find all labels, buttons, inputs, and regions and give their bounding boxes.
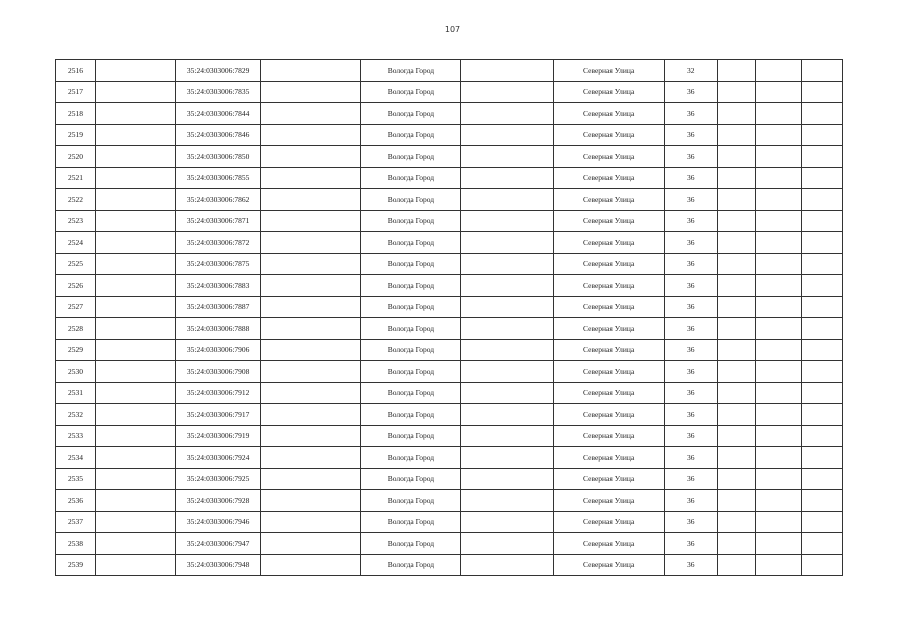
row-number-cell: 2536 <box>56 490 96 512</box>
empty-cell <box>261 81 361 103</box>
empty-cell <box>801 60 842 82</box>
empty-cell <box>717 189 755 211</box>
city-cell: Вологда Город <box>361 490 461 512</box>
empty-cell <box>96 210 176 232</box>
house-number-cell: 36 <box>664 81 717 103</box>
empty-cell <box>261 490 361 512</box>
row-number-cell: 2517 <box>56 81 96 103</box>
cadastral-number-cell: 35:24:0303006:7917 <box>176 404 261 426</box>
cadastral-number-cell: 35:24:0303006:7871 <box>176 210 261 232</box>
empty-cell <box>717 404 755 426</box>
cadastral-number-cell: 35:24:0303006:7846 <box>176 124 261 146</box>
row-number-cell: 2521 <box>56 167 96 189</box>
row-number-cell: 2520 <box>56 146 96 168</box>
street-cell: Северная Улица <box>553 232 664 254</box>
empty-cell <box>261 189 361 211</box>
city-cell: Вологда Город <box>361 382 461 404</box>
cadastral-number-cell: 35:24:0303006:7855 <box>176 167 261 189</box>
table-row <box>56 425 843 447</box>
empty-cell <box>801 124 842 146</box>
house-number-cell: 36 <box>664 275 717 297</box>
empty-cell <box>755 447 801 469</box>
empty-cell <box>461 210 553 232</box>
empty-cell <box>801 210 842 232</box>
house-number-cell: 36 <box>664 382 717 404</box>
table-row <box>56 124 843 146</box>
empty-cell <box>461 554 553 576</box>
empty-cell <box>801 253 842 275</box>
empty-cell <box>801 146 842 168</box>
empty-cell <box>801 232 842 254</box>
table-row <box>56 60 843 82</box>
empty-cell <box>461 296 553 318</box>
empty-cell <box>801 81 842 103</box>
table-row <box>56 490 843 512</box>
cadastral-number-cell: 35:24:0303006:7908 <box>176 361 261 383</box>
empty-cell <box>96 146 176 168</box>
empty-cell <box>96 103 176 125</box>
city-cell: Вологда Город <box>361 425 461 447</box>
row-number-cell: 2539 <box>56 554 96 576</box>
cadastral-number-cell: 35:24:0303006:7887 <box>176 296 261 318</box>
empty-cell <box>801 275 842 297</box>
empty-cell <box>261 468 361 490</box>
street-cell: Северная Улица <box>553 382 664 404</box>
empty-cell <box>461 146 553 168</box>
empty-cell <box>261 103 361 125</box>
empty-cell <box>755 146 801 168</box>
city-cell: Вологда Город <box>361 296 461 318</box>
city-cell: Вологда Город <box>361 60 461 82</box>
empty-cell <box>717 339 755 361</box>
cadastral-number-cell: 35:24:0303006:7844 <box>176 103 261 125</box>
house-number-cell: 36 <box>664 296 717 318</box>
empty-cell <box>755 490 801 512</box>
street-cell: Северная Улица <box>553 189 664 211</box>
empty-cell <box>755 81 801 103</box>
house-number-cell: 36 <box>664 490 717 512</box>
cadastral-number-cell: 35:24:0303006:7875 <box>176 253 261 275</box>
page-number: 107 <box>444 25 461 34</box>
house-number-cell: 36 <box>664 146 717 168</box>
empty-cell <box>96 232 176 254</box>
empty-cell <box>717 468 755 490</box>
empty-cell <box>461 511 553 533</box>
empty-cell <box>261 339 361 361</box>
house-number-cell: 36 <box>664 425 717 447</box>
empty-cell <box>717 232 755 254</box>
cadastral-number-cell: 35:24:0303006:7862 <box>176 189 261 211</box>
empty-cell <box>755 382 801 404</box>
empty-cell <box>755 318 801 340</box>
empty-cell <box>717 103 755 125</box>
row-number-cell: 2530 <box>56 361 96 383</box>
empty-cell <box>801 425 842 447</box>
empty-cell <box>96 533 176 555</box>
table-row <box>56 189 843 211</box>
empty-cell <box>755 296 801 318</box>
empty-cell <box>261 533 361 555</box>
row-number-cell: 2538 <box>56 533 96 555</box>
empty-cell <box>96 490 176 512</box>
street-cell: Северная Улица <box>553 167 664 189</box>
empty-cell <box>717 490 755 512</box>
empty-cell <box>717 253 755 275</box>
row-number-cell: 2523 <box>56 210 96 232</box>
city-cell: Вологда Город <box>361 189 461 211</box>
house-number-cell: 36 <box>664 447 717 469</box>
city-cell: Вологда Город <box>361 339 461 361</box>
empty-cell <box>801 554 842 576</box>
empty-cell <box>461 468 553 490</box>
house-number-cell: 36 <box>664 210 717 232</box>
house-number-cell: 36 <box>664 361 717 383</box>
cadastral-number-cell: 35:24:0303006:7906 <box>176 339 261 361</box>
row-number-cell: 2516 <box>56 60 96 82</box>
empty-cell <box>96 361 176 383</box>
empty-cell <box>261 425 361 447</box>
street-cell: Северная Улица <box>553 404 664 426</box>
street-cell: Северная Улица <box>553 533 664 555</box>
empty-cell <box>755 425 801 447</box>
table-row <box>56 447 843 469</box>
empty-cell <box>755 275 801 297</box>
empty-cell <box>96 275 176 297</box>
row-number-cell: 2527 <box>56 296 96 318</box>
street-cell: Северная Улица <box>553 210 664 232</box>
empty-cell <box>755 103 801 125</box>
cadastral-number-cell: 35:24:0303006:7829 <box>176 60 261 82</box>
row-number-cell: 2534 <box>56 447 96 469</box>
street-cell: Северная Улица <box>553 124 664 146</box>
empty-cell <box>461 60 553 82</box>
empty-cell <box>96 167 176 189</box>
empty-cell <box>717 275 755 297</box>
table-row <box>56 167 843 189</box>
empty-cell <box>261 361 361 383</box>
empty-cell <box>96 60 176 82</box>
street-cell: Северная Улица <box>553 275 664 297</box>
table-row <box>56 554 843 576</box>
empty-cell <box>261 253 361 275</box>
city-cell: Вологда Город <box>361 404 461 426</box>
street-cell: Северная Улица <box>553 339 664 361</box>
empty-cell <box>801 361 842 383</box>
empty-cell <box>461 167 553 189</box>
row-number-cell: 2528 <box>56 318 96 340</box>
empty-cell <box>717 81 755 103</box>
empty-cell <box>461 533 553 555</box>
empty-cell <box>261 554 361 576</box>
house-number-cell: 36 <box>664 339 717 361</box>
empty-cell <box>801 189 842 211</box>
empty-cell <box>717 382 755 404</box>
empty-cell <box>801 103 842 125</box>
empty-cell <box>801 167 842 189</box>
empty-cell <box>96 318 176 340</box>
empty-cell <box>755 554 801 576</box>
empty-cell <box>461 103 553 125</box>
table-row <box>56 382 843 404</box>
row-number-cell: 2519 <box>56 124 96 146</box>
row-number-cell: 2533 <box>56 425 96 447</box>
table-row <box>56 468 843 490</box>
city-cell: Вологда Город <box>361 447 461 469</box>
cadastral-number-cell: 35:24:0303006:7850 <box>176 146 261 168</box>
street-cell: Северная Улица <box>553 81 664 103</box>
empty-cell <box>261 124 361 146</box>
empty-cell <box>717 60 755 82</box>
empty-cell <box>261 167 361 189</box>
table-row <box>56 533 843 555</box>
table-row <box>56 210 843 232</box>
empty-cell <box>96 425 176 447</box>
cadastral-number-cell: 35:24:0303006:7925 <box>176 468 261 490</box>
empty-cell <box>755 361 801 383</box>
row-number-cell: 2522 <box>56 189 96 211</box>
cadastral-number-cell: 35:24:0303006:7947 <box>176 533 261 555</box>
empty-cell <box>801 382 842 404</box>
cadastral-number-cell: 35:24:0303006:7835 <box>176 81 261 103</box>
empty-cell <box>801 447 842 469</box>
empty-cell <box>96 382 176 404</box>
street-cell: Северная Улица <box>553 296 664 318</box>
empty-cell <box>461 361 553 383</box>
street-cell: Северная Улица <box>553 554 664 576</box>
house-number-cell: 36 <box>664 511 717 533</box>
empty-cell <box>755 468 801 490</box>
empty-cell <box>261 60 361 82</box>
empty-cell <box>755 60 801 82</box>
cadastral-number-cell: 35:24:0303006:7946 <box>176 511 261 533</box>
cadastral-number-cell: 35:24:0303006:7888 <box>176 318 261 340</box>
house-number-cell: 36 <box>664 103 717 125</box>
empty-cell <box>755 404 801 426</box>
house-number-cell: 36 <box>664 554 717 576</box>
row-number-cell: 2535 <box>56 468 96 490</box>
empty-cell <box>461 189 553 211</box>
table-row <box>56 253 843 275</box>
empty-cell <box>717 361 755 383</box>
empty-cell <box>755 167 801 189</box>
street-cell: Северная Улица <box>553 447 664 469</box>
city-cell: Вологда Город <box>361 253 461 275</box>
row-number-cell: 2526 <box>56 275 96 297</box>
row-number-cell: 2529 <box>56 339 96 361</box>
street-cell: Северная Улица <box>553 425 664 447</box>
city-cell: Вологда Город <box>361 533 461 555</box>
empty-cell <box>755 339 801 361</box>
table-row <box>56 81 843 103</box>
empty-cell <box>96 189 176 211</box>
empty-cell <box>261 404 361 426</box>
house-number-cell: 36 <box>664 533 717 555</box>
empty-cell <box>461 339 553 361</box>
empty-cell <box>96 554 176 576</box>
empty-cell <box>755 533 801 555</box>
empty-cell <box>461 404 553 426</box>
street-cell: Северная Улица <box>553 468 664 490</box>
street-cell: Северная Улица <box>553 253 664 275</box>
empty-cell <box>717 167 755 189</box>
empty-cell <box>717 511 755 533</box>
empty-cell <box>261 232 361 254</box>
empty-cell <box>755 124 801 146</box>
city-cell: Вологда Город <box>361 232 461 254</box>
table-row <box>56 275 843 297</box>
empty-cell <box>261 146 361 168</box>
empty-cell <box>461 275 553 297</box>
cadastral-number-cell: 35:24:0303006:7912 <box>176 382 261 404</box>
empty-cell <box>261 296 361 318</box>
street-cell: Северная Улица <box>553 146 664 168</box>
city-cell: Вологда Город <box>361 361 461 383</box>
table-row <box>56 404 843 426</box>
row-number-cell: 2532 <box>56 404 96 426</box>
empty-cell <box>801 404 842 426</box>
house-number-cell: 36 <box>664 253 717 275</box>
empty-cell <box>801 533 842 555</box>
cadastral-number-cell: 35:24:0303006:7948 <box>176 554 261 576</box>
table-row <box>56 146 843 168</box>
cadastral-number-cell: 35:24:0303006:7928 <box>176 490 261 512</box>
empty-cell <box>461 232 553 254</box>
street-cell: Северная Улица <box>553 60 664 82</box>
table-row <box>56 296 843 318</box>
street-cell: Северная Улица <box>553 361 664 383</box>
cadastral-number-cell: 35:24:0303006:7919 <box>176 425 261 447</box>
table-row <box>56 361 843 383</box>
empty-cell <box>261 382 361 404</box>
empty-cell <box>96 253 176 275</box>
empty-cell <box>261 210 361 232</box>
empty-cell <box>461 81 553 103</box>
house-number-cell: 36 <box>664 468 717 490</box>
city-cell: Вологда Город <box>361 146 461 168</box>
house-number-cell: 36 <box>664 318 717 340</box>
empty-cell <box>717 554 755 576</box>
table-row <box>56 339 843 361</box>
city-cell: Вологда Город <box>361 511 461 533</box>
street-cell: Северная Улица <box>553 318 664 340</box>
city-cell: Вологда Город <box>361 468 461 490</box>
empty-cell <box>717 124 755 146</box>
house-number-cell: 36 <box>664 124 717 146</box>
row-number-cell: 2518 <box>56 103 96 125</box>
house-number-cell: 36 <box>664 404 717 426</box>
empty-cell <box>801 318 842 340</box>
empty-cell <box>461 490 553 512</box>
empty-cell <box>96 296 176 318</box>
empty-cell <box>96 468 176 490</box>
street-cell: Северная Улица <box>553 103 664 125</box>
cadastral-number-cell: 35:24:0303006:7883 <box>176 275 261 297</box>
city-cell: Вологда Город <box>361 275 461 297</box>
empty-cell <box>801 339 842 361</box>
house-number-cell: 36 <box>664 189 717 211</box>
empty-cell <box>717 447 755 469</box>
empty-cell <box>717 210 755 232</box>
empty-cell <box>261 318 361 340</box>
empty-cell <box>755 189 801 211</box>
house-number-cell: 36 <box>664 167 717 189</box>
empty-cell <box>461 447 553 469</box>
empty-cell <box>755 210 801 232</box>
empty-cell <box>96 81 176 103</box>
city-cell: Вологда Город <box>361 124 461 146</box>
empty-cell <box>96 404 176 426</box>
empty-cell <box>717 296 755 318</box>
empty-cell <box>755 232 801 254</box>
cadastral-number-cell: 35:24:0303006:7872 <box>176 232 261 254</box>
table-row <box>56 232 843 254</box>
empty-cell <box>96 511 176 533</box>
empty-cell <box>801 296 842 318</box>
table-row <box>56 103 843 125</box>
table-row <box>56 511 843 533</box>
empty-cell <box>717 146 755 168</box>
registry-table-body <box>56 60 843 576</box>
empty-cell <box>96 339 176 361</box>
empty-cell <box>801 468 842 490</box>
house-number-cell: 36 <box>664 232 717 254</box>
empty-cell <box>717 425 755 447</box>
empty-cell <box>96 124 176 146</box>
city-cell: Вологда Город <box>361 103 461 125</box>
registry-table <box>55 59 843 576</box>
empty-cell <box>461 382 553 404</box>
table-row <box>56 318 843 340</box>
empty-cell <box>261 511 361 533</box>
empty-cell <box>717 318 755 340</box>
street-cell: Северная Улица <box>553 511 664 533</box>
row-number-cell: 2531 <box>56 382 96 404</box>
row-number-cell: 2524 <box>56 232 96 254</box>
empty-cell <box>461 253 553 275</box>
empty-cell <box>461 318 553 340</box>
city-cell: Вологда Город <box>361 554 461 576</box>
street-cell: Северная Улица <box>553 490 664 512</box>
city-cell: Вологда Город <box>361 167 461 189</box>
cadastral-number-cell: 35:24:0303006:7924 <box>176 447 261 469</box>
empty-cell <box>96 447 176 469</box>
empty-cell <box>717 533 755 555</box>
house-number-cell: 32 <box>664 60 717 82</box>
empty-cell <box>801 511 842 533</box>
empty-cell <box>461 124 553 146</box>
empty-cell <box>261 447 361 469</box>
empty-cell <box>755 511 801 533</box>
row-number-cell: 2537 <box>56 511 96 533</box>
empty-cell <box>801 490 842 512</box>
empty-cell <box>461 425 553 447</box>
row-number-cell: 2525 <box>56 253 96 275</box>
city-cell: Вологда Город <box>361 81 461 103</box>
city-cell: Вологда Город <box>361 318 461 340</box>
city-cell: Вологда Город <box>361 210 461 232</box>
empty-cell <box>261 275 361 297</box>
empty-cell <box>755 253 801 275</box>
